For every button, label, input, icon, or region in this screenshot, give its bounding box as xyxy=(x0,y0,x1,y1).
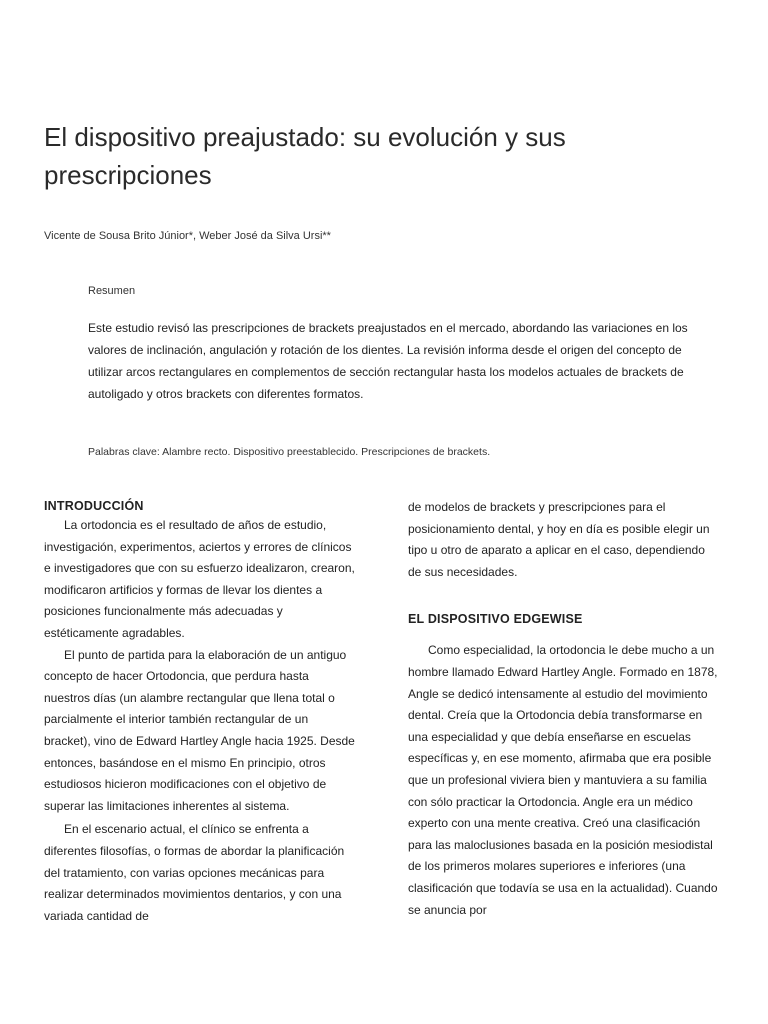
left-column xyxy=(44,497,356,927)
abstract-text: Este estudio revisó las prescripciones de brackets preajustados en el mercado, abordando las variaciones en los valores de inclinación, angulación y rotación de los dientes. La revisión informa desde el origen del concepto de utilizar arcos rectangulares en complementos de sección rectangular hasta los modelos actuales de brackets de autoligado y otros brackets con diferentes formatos. xyxy=(88,321,688,401)
abstract-heading: Resumen xyxy=(88,285,136,297)
paragraph: La ortodoncia es el resultado de años de estudio, investigación, experimentos, aciertos y errores de clínicos e investigadores que con su esfuerzo idealizaron, crearon, modificaron artificios y formas de llevar los dientes a posiciones funcionalmente más adecuadas y estéticamente agradables. xyxy=(44,518,355,640)
author-line: Vicente de Sousa Brito Júnior*, Weber José da Silva Ursi** xyxy=(44,230,331,242)
right-column xyxy=(408,497,720,921)
section-heading-edgewise: EL DISPOSITIVO EDGEWISE xyxy=(408,612,583,627)
paragraph: Como especialidad, la ortodoncia le debe mucho a un hombre llamado Edward Hartley Angle. Formado en 1878, Angle se dedicó intensamente al estudio del movimiento dental. Creía que la Ortodoncia debía transformarse en una especialidad y que debía enseñarse en escuelas específicas y, en ese momento, afirmaba que era posible que un profesional viviera bien y mantuviera a su familia con sólo practicar la Ortodoncia. Angle era un médico experto con una mente creativa. Creó una clasificación para las maloclusiones basada en la posición mesiodistal de los primeros molares superiores e inferiores (una clasificación que todavía se usa en la actualidad). Cuando se anuncia por xyxy=(408,643,718,917)
paragraph: El punto de partida para la elaboración de un antiguo concepto de hacer Ortodoncia, que perdura hasta nuestros días (un alambre rectangular que llena total o parcialmente el interior también rectangular de un bracket), vino de Edward Hartley Angle hacia 1925. Desde entonces, basándose en el mismo En principio, otros estudiosos hicieron modificaciones con el objetivo de superar las limitaciones inherentes al sistema. xyxy=(44,647,355,813)
article-title: El dispositivo preajustado: su evolución y sus prescripciones xyxy=(44,122,566,190)
keywords-line: Palabras clave: Alambre recto. Dispositivo preestablecido. Prescripciones de brackets. xyxy=(88,446,491,458)
paragraph: En el escenario actual, el clínico se enfrenta a diferentes filosofías, o formas de abordar la planificación del tratamiento, con varias opciones mecánicas para realizar determinados movimientos dentarios, y con una variada cantidad de xyxy=(44,822,345,923)
section-heading-introduccion: INTRODUCCIÓN xyxy=(44,499,144,513)
paragraph-continuation: de modelos de brackets y prescripciones para el posicionamiento dental, y hoy en día es posible elegir un tipo u otro de aparato a aplicar en el caso, dependiendo de sus necesidades. xyxy=(408,500,710,579)
